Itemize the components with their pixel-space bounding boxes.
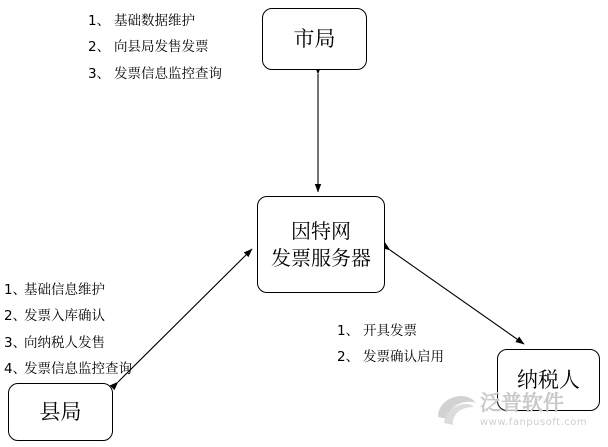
- label-row: [337, 344, 444, 370]
- node-taxpayer-label: 纳税人: [517, 367, 580, 392]
- label-group-taxpayer-tasks: [337, 318, 444, 371]
- label-text: 向纳税人发售: [24, 334, 105, 351]
- label-row: [337, 318, 444, 344]
- label-number: 3、: [4, 334, 27, 351]
- node-internet-invoice-server[interactable]: [257, 196, 385, 293]
- label-row: [88, 34, 222, 60]
- label-number: 2、: [337, 349, 360, 366]
- label-number: 2、: [88, 39, 111, 56]
- label-row: [4, 356, 132, 382]
- node-server-label-line1: 因特网: [291, 218, 351, 243]
- label-text: 发票确认启用: [363, 349, 444, 366]
- node-server-label-line2: 发票服务器: [271, 245, 371, 270]
- label-text: 发票入库确认: [24, 308, 105, 325]
- node-county-bureau-label: 县局: [39, 399, 82, 424]
- label-group-city-bureau-tasks: [88, 8, 222, 87]
- label-text: 基础信息维护: [24, 282, 105, 298]
- label-row: [4, 330, 132, 356]
- label-text: 开具发票: [363, 323, 417, 339]
- label-number: 3、: [88, 65, 111, 82]
- label-text: 向县局发售发票: [114, 39, 209, 56]
- node-city-bureau-label: 市局: [293, 26, 336, 51]
- label-row: [88, 8, 222, 34]
- node-city-bureau[interactable]: [262, 8, 367, 70]
- label-text: 发票信息监控查询: [114, 65, 222, 82]
- label-row: [88, 61, 222, 87]
- label-number: 1、: [337, 323, 360, 339]
- watermark-url: www.fanpusoft.com: [480, 417, 588, 428]
- label-text: 基础数据维护: [114, 13, 195, 29]
- label-row: [4, 277, 132, 303]
- label-number: 1、: [88, 13, 111, 29]
- watermark-name: 泛普软件: [480, 391, 564, 415]
- node-county-bureau[interactable]: [8, 383, 113, 441]
- label-number: 2、: [4, 308, 27, 325]
- connector-county-server: [118, 249, 252, 382]
- label-number: 1、: [4, 282, 27, 298]
- label-group-county-bureau-tasks: [4, 277, 132, 382]
- label-text: 发票信息监控查询: [24, 360, 132, 377]
- label-row: [4, 303, 132, 329]
- label-number: 4、: [4, 360, 27, 377]
- node-taxpayer[interactable]: [497, 349, 600, 411]
